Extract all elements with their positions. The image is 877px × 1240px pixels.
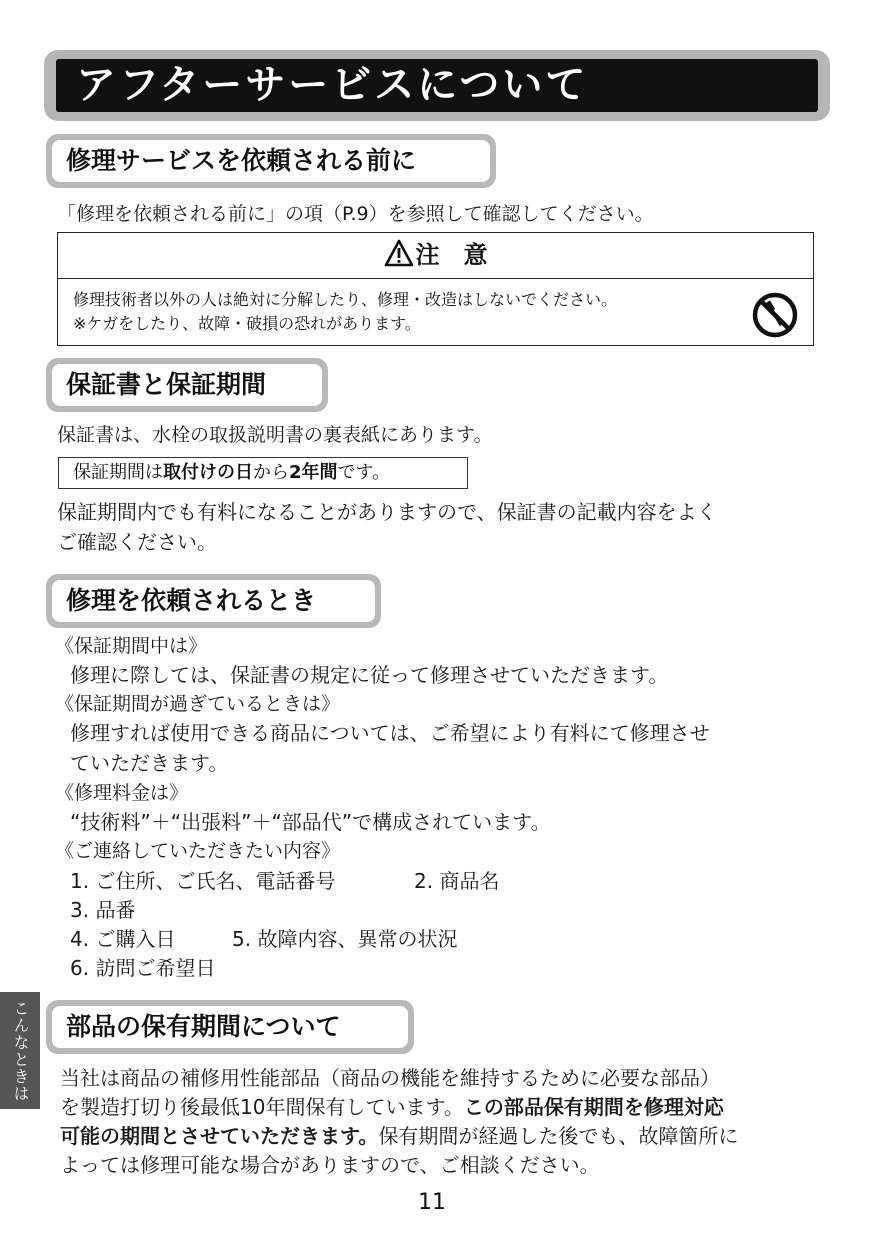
list-item: 6. 訪問ご希望日 [70, 956, 216, 980]
caution-title-row [58, 233, 813, 278]
list-item: 5. 故障内容、異常の状況 [232, 927, 458, 951]
warranty-start: 取付けの日 [163, 462, 253, 483]
list-item: 《修理料金は》 [55, 782, 189, 804]
page-number: 11 [418, 1190, 446, 1215]
caution-box [57, 232, 814, 346]
list-item: 1. ご住所、ご氏名、電話番号 [70, 869, 336, 893]
section-text-before-repair: 「修理を依頼される前に」の項（P.9）を参照して確認してください。 [57, 203, 654, 225]
section-heading-text: 保証書と保証期間 [66, 370, 267, 399]
list-item: 《保証期間が過ぎているときは》 [55, 693, 341, 715]
warranty-duration: 2年間 [289, 462, 338, 483]
warranty-suffix: です。 [337, 462, 391, 483]
list-item: 2. 商品名 [414, 869, 500, 893]
parts-text-normal: を製造打切り後最低10年間保有しています。 [60, 1095, 464, 1119]
page-title-background [56, 59, 818, 112]
list-item: ていただきます。 [70, 751, 229, 775]
list-item: 修理に際しては、保証書の規定に従って修理させていただきます。 [70, 663, 669, 687]
section-heading-text: 修理を依頼されるとき [66, 586, 317, 615]
parts-text-line-4: よっては修理可能な場合がありますので、ご相談ください。 [60, 1153, 600, 1177]
caution-header [58, 233, 813, 279]
section-heading-before-repair [46, 134, 496, 188]
page-title: アフターサービスについて [76, 62, 589, 108]
parts-text-bold: 可能の期間とさせていただきます。 [60, 1124, 379, 1148]
warranty-note-line-2: ご確認ください。 [57, 530, 217, 554]
section-heading-text: 部品の保有期間について [66, 1012, 341, 1041]
section-heading-requesting-repair [46, 574, 381, 628]
list-item: 《保証期間中は》 [55, 635, 208, 657]
caution-line-1: 修理技術者以外の人は絶対に分解したり、修理・改造はしないでください。 [73, 290, 618, 309]
warranty-prefix: 保証期間は [73, 462, 163, 483]
caution-line-2: ※ケガをしたり、故障・破損の恐れがあります。 [73, 314, 421, 333]
parts-text-line-3 [60, 1122, 738, 1150]
list-item: “技術料”＋“出張料”＋“部品代”で構成されています。 [70, 810, 551, 834]
warranty-location-text: 保証書は、水栓の取扱説明書の裏表紙にあります。 [57, 424, 493, 446]
section-heading-warranty [46, 358, 328, 412]
warranty-mid: から [253, 462, 289, 483]
page-title-banner [44, 50, 830, 121]
parts-text-line-2 [60, 1093, 724, 1121]
list-item: 4. ご購入日 [70, 927, 176, 951]
parts-text-bold: この部品保有期間を修理対応 [463, 1095, 724, 1119]
section-heading-text: 修理サービスを依頼される前に [66, 146, 417, 175]
list-item: 3. 品番 [70, 898, 136, 922]
section-heading-parts-retention [46, 1000, 414, 1054]
warning-triangle-icon [384, 239, 414, 267]
side-index-tab[interactable] [0, 992, 40, 1109]
no-disassembly-icon [751, 291, 799, 339]
list-item: 修理すれば使用できる商品については、ご希望により有料にて修理させ [70, 721, 710, 745]
warranty-period-text [73, 458, 390, 488]
list-item: 《ご連絡していただきたい内容》 [55, 840, 341, 862]
parts-text-line-1: 当社は商品の補修用性能部品（商品の機能を維持するために必要な部品） [60, 1066, 720, 1090]
parts-text-normal: 保有期間が経過した後でも、故障箇所に [378, 1124, 739, 1148]
side-index-tab-label: こんなときは [11, 1000, 30, 1102]
caution-title: 注 意 [415, 241, 488, 269]
warranty-note-line-1: 保証期間内でも有料になることがありますので、保証書の記載内容をよく [57, 500, 717, 524]
warranty-period-box [58, 457, 468, 489]
